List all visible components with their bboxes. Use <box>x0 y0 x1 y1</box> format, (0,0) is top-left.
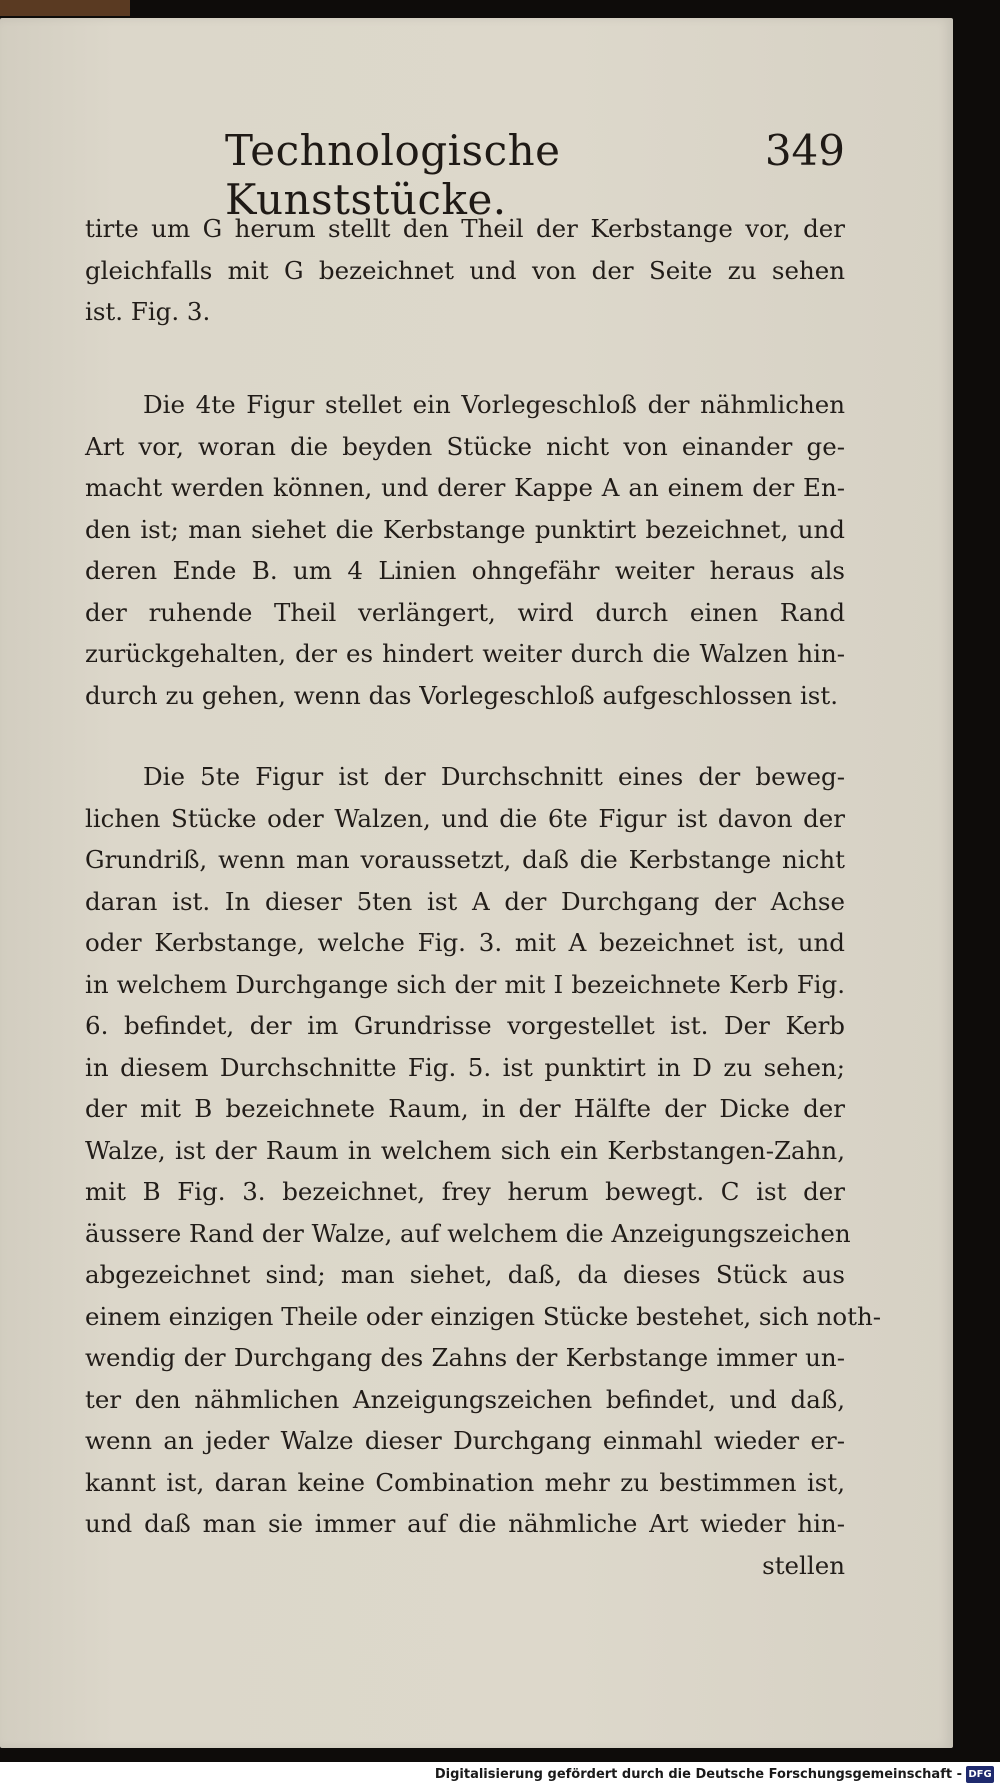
text-line: tirte um G herum stellt den Theil der Kerbstange vor, der <box>85 214 845 243</box>
text-line: abgezeichnet sind; man siehet, daß, da dieses Stück aus <box>85 1260 845 1289</box>
text-line: gleichfalls mit G bezeichnet und von der Seite zu sehen <box>85 255 845 285</box>
dfg-logo-icon: DFG <box>966 1766 994 1783</box>
text-line: Grundriß, wenn man voraussetzt, daß die Kerbstange nicht <box>85 845 845 874</box>
text-line: in welchem Durchgange sich der mit I bezeichnete Kerb Fig. <box>85 969 845 999</box>
text-line: mit B Fig. 3. bezeichnet, frey herum bewegt. C ist der <box>85 1177 845 1206</box>
text-line: ist. Fig. 3. <box>85 297 211 326</box>
book-spine-edge <box>0 0 130 16</box>
catchword: stellen <box>762 1550 845 1580</box>
text-line: und daß man sie immer auf die nähmliche Art wieder hin- <box>85 1509 845 1538</box>
text-line: den ist; man siehet die Kerbstange punktirt bezeichnet, und <box>85 514 845 544</box>
running-head <box>85 126 845 224</box>
text-line: kannt ist, daran keine Combination mehr zu bestimmen ist, <box>85 1467 845 1497</box>
text-line: wendig der Durchgang des Zahns der Kerbstange immer un- <box>85 1343 845 1372</box>
text-line: daran ist. In dieser 5ten ist A der Durchgang der Achse <box>85 886 845 916</box>
text-line: Art vor, woran die beyden Stücke nicht von einander ge- <box>85 431 845 461</box>
text-line: zurückgehalten, der es hindert weiter durch die Walzen hin- <box>85 639 845 668</box>
text-line: wenn an jeder Walze dieser Durchgang einmahl wieder er- <box>85 1426 845 1455</box>
text-line: 6. befindet, der im Grundrisse vorgestellet ist. Der Kerb <box>85 1011 845 1040</box>
text-line: einem einzigen Theile oder einzigen Stücke bestehet, sich noth- <box>85 1301 882 1331</box>
text-line: Die 4te Figur stellet ein Vorlegeschloß der nähmlichen <box>143 390 845 419</box>
text-line: der ruhende Theil verlängert, wird durch einen Rand <box>85 597 845 627</box>
text-line: Die 5te Figur ist der Durchschnitt eines der beweg- <box>143 762 845 791</box>
text-line: durch zu gehen, wenn das Vorlegeschloß aufgeschlossen ist. <box>85 680 839 710</box>
text-line: deren Ende B. um 4 Linien ohngefähr weiter heraus als <box>85 556 845 585</box>
book-page <box>0 18 953 1748</box>
text-line: Walze, ist der Raum in welchem sich ein Kerbstangen-Zahn, <box>85 1135 845 1165</box>
text-line: äussere Rand der Walze, auf welchem die Anzeigungszeichen <box>85 1218 851 1248</box>
text-line: oder Kerbstange, welche Fig. 3. mit A bezeichnet ist, und <box>85 928 845 957</box>
paragraph-2 <box>85 384 845 716</box>
text-line: macht werden können, und derer Kappe A an einem der En- <box>85 473 845 502</box>
text-line: lichen Stücke oder Walzen, und die 6te Figur ist davon der <box>85 803 845 833</box>
text-line: in diesem Durchschnitte Fig. 5. ist punktirt in D zu sehen; <box>85 1052 845 1082</box>
paragraph-1 <box>85 208 845 333</box>
text-line: ter den nähmlichen Anzeigungszeichen befindet, und daß, <box>85 1384 845 1414</box>
text-line: der mit B bezeichnete Raum, in der Hälfte der Dicke der <box>85 1094 845 1123</box>
paragraph-3 <box>85 756 882 1586</box>
funding-credit: Digitalisierung gefördert durch die Deutsche Forschungsgemeinschaft - <box>434 1767 962 1782</box>
digitization-footer <box>0 1762 1000 1788</box>
running-title: Technologische Kunststücke. <box>225 126 561 224</box>
page-number: 349 <box>764 126 845 175</box>
